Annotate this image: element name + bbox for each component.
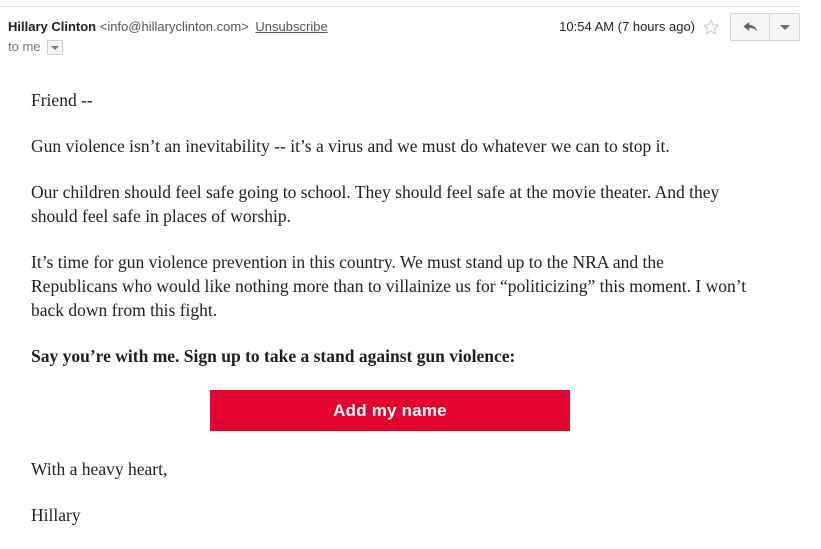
chevron-down-icon[interactable] [47, 40, 63, 55]
greeting-paragraph: Friend -- [31, 90, 93, 110]
cta-button-wrapper [31, 390, 751, 431]
sender-email: <info@hillaryclinton.com> [99, 19, 249, 34]
message-header [0, 13, 821, 59]
sender-name: Hillary Clinton [8, 19, 97, 34]
message-timestamp: 10:54 AM (7 hours ago) [559, 19, 695, 34]
recipient-label: to me [8, 39, 41, 54]
signoff-text: With a heavy heart, [31, 459, 168, 479]
reply-button[interactable] [731, 14, 770, 40]
body-paragraph-1: Gun violence isn’t an inevitability -- it’s a virus and we must do whatever we can to stop it. [31, 136, 670, 156]
header-actions [559, 13, 800, 41]
add-my-name-button[interactable]: Add my name [210, 390, 570, 431]
recipient-line [8, 39, 63, 55]
call-to-action-text: Say you’re with me. Sign up to take a stand against gun violence: [31, 346, 516, 366]
header-divider [0, 6, 800, 7]
chevron-down-icon [780, 25, 790, 30]
reply-arrow-icon [742, 20, 759, 35]
body-paragraph-3: It’s time for gun violence prevention in this country. We must stand up to the NRA and the Republicans who would like nothing more than to villainize us for “politicizing” this moment. I won’t back down from this fight. [31, 252, 747, 320]
reply-button-group [730, 13, 800, 41]
sender-line [8, 18, 328, 35]
star-outline-icon[interactable] [702, 18, 720, 36]
signature-text: Hillary [31, 505, 81, 525]
sender-block [8, 18, 328, 35]
more-options-button[interactable] [770, 14, 799, 40]
unsubscribe-link[interactable]: Unsubscribe [255, 19, 328, 34]
email-body [31, 88, 751, 549]
body-paragraph-2: Our children should feel safe going to school. They should feel safe at the movie theater. And they should feel safe in places of worship. [31, 182, 720, 226]
